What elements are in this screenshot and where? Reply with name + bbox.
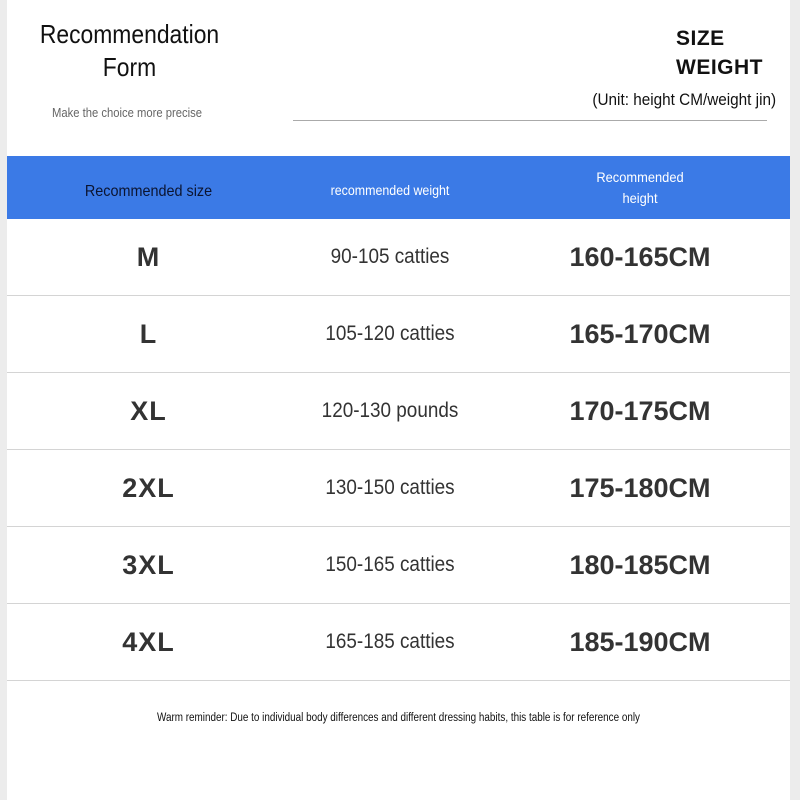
height-cell: 170-175CM	[569, 395, 711, 426]
size-cell: M	[136, 241, 161, 272]
size-cell: 2XL	[122, 472, 175, 503]
brand-heading	[676, 24, 763, 82]
height-cell: 160-165CM	[569, 241, 711, 272]
header-divider	[293, 120, 767, 121]
column-header-height-line-1: Recommended	[596, 168, 684, 185]
height-cell: 165-170CM	[569, 318, 711, 349]
height-cell: 185-190CM	[569, 626, 711, 657]
size-table	[7, 156, 790, 681]
height-cell: 180-185CM	[569, 549, 711, 580]
table-row	[7, 527, 790, 604]
height-cell: 175-180CM	[569, 472, 711, 503]
size-cell: XL	[130, 395, 167, 426]
weight-cell: 130-150 catties	[325, 476, 455, 499]
disclaimer-note: Warm reminder: Due to individual body differences and different dressing habits, this table is for reference only	[156, 712, 641, 724]
page-title	[39, 18, 219, 84]
column-header-weight: recommended weight	[330, 183, 450, 198]
table-row	[7, 450, 790, 527]
table-row	[7, 604, 790, 681]
title-line-2: Form	[102, 52, 157, 82]
weight-cell: 120-130 pounds	[321, 399, 459, 422]
size-cell: 3XL	[122, 549, 175, 580]
column-header-height	[502, 167, 778, 209]
weight-cell: 90-105 catties	[330, 245, 450, 268]
subtitle: Make the choice more precise	[51, 106, 203, 120]
table-row	[7, 296, 790, 373]
unit-note: (Unit: height CM/weight jin)	[592, 90, 776, 109]
column-header-size: Recommended size	[84, 183, 213, 200]
size-cell: 4XL	[122, 626, 175, 657]
table-header	[7, 156, 790, 219]
size-cell: L	[139, 318, 158, 349]
weight-cell: 150-165 catties	[325, 553, 455, 576]
weight-cell: 105-120 catties	[325, 322, 455, 345]
title-line-1: Recommendation	[39, 19, 220, 49]
brand-line-1: SIZE	[676, 27, 725, 50]
table-row	[7, 373, 790, 450]
column-header-height-line-2: height	[622, 189, 658, 206]
weight-cell: 165-185 catties	[325, 630, 455, 653]
table-row	[7, 219, 790, 296]
brand-line-2: WEIGHT	[676, 56, 763, 79]
size-chart-card	[7, 0, 790, 800]
